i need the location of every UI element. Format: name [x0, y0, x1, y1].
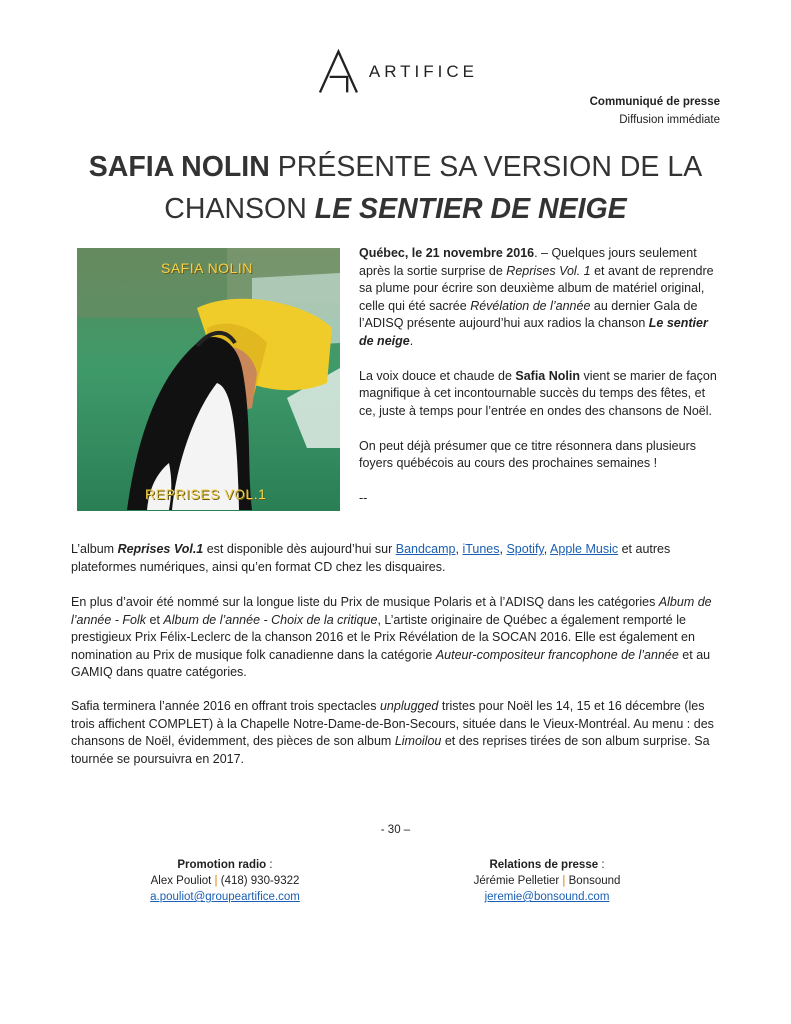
- contact-colon: :: [598, 859, 605, 871]
- apple-music-link[interactable]: Apple Music: [550, 542, 619, 556]
- p4-album: Reprises Vol.1: [117, 542, 204, 556]
- p6-text: tristes pour Noël les 14, 15 et 16 décembre (les trois affichent COMPLET) à la Chapelle Notre-Dame-de-Bon-Secours, située dans le Vieux-Montréal. Au menu : des chansons de Noël, évidemment, des pièces de son album: [71, 699, 714, 748]
- end-marker: - 30 –: [380, 824, 411, 836]
- paragraph-availability: [71, 541, 721, 576]
- paragraph-1: [359, 245, 719, 350]
- paragraph-3: On peut déjà présumer que ce titre résonnera dans plusieurs foyers québécois au cours des prochaines semaines !: [359, 438, 696, 470]
- cover-artist: SAFIA NOLIN: [161, 260, 253, 276]
- p6-text: et des reprises tirées de son album surprise. Sa tournée se poursuivra en 2017.: [71, 734, 710, 766]
- cover-album: REPRISES VOL.1: [145, 486, 267, 502]
- contact-press-name: Jérémie Pelletier: [473, 875, 560, 887]
- title-artist: SAFIA NOLIN: [88, 151, 270, 183]
- contact-press: [397, 857, 697, 905]
- spotify-link[interactable]: Spotify: [506, 542, 544, 556]
- p2-text: vient se marier de façon magnifique à cet incontournable succès du temps des fêtes, et ce, juste à temps pour l’entrée en ondes des chansons de Noël.: [359, 368, 717, 418]
- release-meta: [590, 93, 720, 129]
- separator-dash: --: [359, 491, 368, 505]
- p4-text: ,: [455, 542, 463, 556]
- p4-text: ,: [543, 542, 551, 556]
- itunes-link[interactable]: iTunes: [462, 542, 500, 556]
- contact-press-org: Bonsound: [568, 875, 621, 887]
- bandcamp-link[interactable]: Bandcamp: [395, 542, 456, 556]
- paragraph-shows: [71, 698, 721, 768]
- album-cover-art: [77, 248, 340, 511]
- p5-text: En plus d’avoir été nommé sur la longue liste du Prix de musique Polaris et à l’ADISQ dans les catégories: [71, 595, 659, 609]
- p4-text: L’album: [71, 542, 118, 556]
- contact-radio: [75, 857, 375, 905]
- page-title: [60, 146, 731, 230]
- p5-text: , L’artiste originaire de Québec a également remporté le prestigieux Prix Félix-Leclerc de la chanson 2016 et le Prix Révélation de la SOCAN 2016. Elle est également en nomination au Prix de musique folk canadienne dans la catégorie: [71, 612, 695, 662]
- contact-separator: |: [559, 875, 569, 887]
- contact-separator: |: [211, 875, 221, 887]
- title-song: LE SENTIER DE NEIGE: [314, 193, 627, 225]
- p5-category: Album de l’année - Folk: [71, 595, 712, 627]
- p2-name: Safia Nolin: [515, 368, 580, 383]
- p6-unplugged: unplugged: [379, 699, 439, 713]
- contact-radio-email[interactable]: a.pouliot@groupeartifice.com: [150, 891, 300, 903]
- p5-category: Auteur-compositeur francophone de l’année: [435, 647, 679, 662]
- artifice-a-icon: [318, 49, 359, 95]
- p4-text: est disponible dès aujourd’hui sur: [203, 542, 396, 556]
- title-text2: CHANSON: [164, 193, 315, 225]
- contact-radio-heading: Promotion radio: [177, 859, 267, 871]
- artifice-logo: [318, 48, 478, 96]
- p4-text: et autres plateformes numériques, ainsi qu’en format CD chez les disquaires.: [71, 542, 671, 574]
- intro-column: [359, 245, 719, 508]
- p1-text: . – Quelques jours seulement après la sortie surprise de: [359, 246, 697, 278]
- dateline: Québec, le 21 novembre 2016: [359, 246, 535, 260]
- press-release-label: Communiqué de presse: [589, 96, 720, 108]
- contact-radio-name: Alex Pouliot: [150, 875, 212, 887]
- p6-text: Safia terminera l’année 2016 en offrant trois spectacles: [71, 699, 380, 713]
- contact-press-email[interactable]: jeremie@bonsound.com: [484, 891, 610, 903]
- p4-text: ,: [499, 542, 507, 556]
- brand-name: ARTIFICE: [368, 62, 478, 81]
- release-timing: Diffusion immédiate: [619, 114, 720, 126]
- title-text1: PRÉSENTE SA VERSION DE LA: [269, 151, 703, 183]
- p5-category: Album de l’année - Choix de la critique: [163, 612, 378, 627]
- contact-colon: :: [266, 859, 273, 871]
- contact-radio-phone: (418) 930-9322: [220, 875, 300, 887]
- album-cover: [77, 248, 340, 511]
- paragraph-awards: [71, 594, 721, 682]
- p5-text: et: [146, 612, 164, 627]
- p1-song: Le sentier de neige: [359, 316, 708, 348]
- p1-text: .: [409, 333, 414, 348]
- p6-album: Limoilou: [394, 734, 442, 748]
- p5-text: et au GAMIQ dans quatre catégories.: [71, 647, 711, 679]
- p2-text: La voix douce et chaude de: [359, 368, 516, 383]
- p1-award: Révélation de l’année: [470, 298, 591, 313]
- p1-album: Reprises Vol. 1: [506, 263, 591, 278]
- p1-text: au dernier Gala de l’ADISQ présente aujourd’hui aux radios la chanson: [359, 298, 698, 330]
- contact-press-heading: Relations de presse: [489, 859, 599, 871]
- paragraph-2: [359, 368, 719, 421]
- p1-text: et avant de reprendre sa plume pour écrire son deuxième album de matériel original, celle qui été sacrée: [359, 263, 714, 313]
